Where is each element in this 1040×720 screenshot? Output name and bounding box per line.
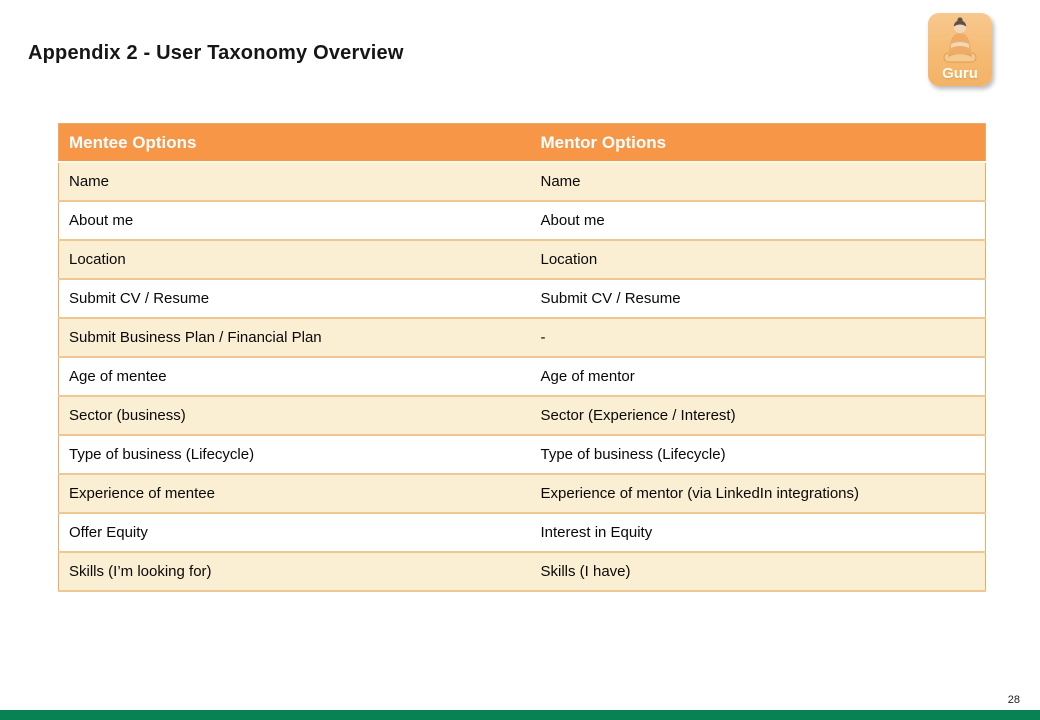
cell-mentor: Name — [531, 162, 986, 201]
table-row — [59, 513, 986, 552]
table-row — [59, 396, 986, 435]
guru-meditating-icon — [940, 17, 980, 70]
cell-mentor: - — [531, 318, 986, 357]
cell-mentor: Location — [531, 240, 986, 279]
logo-label: Guru — [942, 65, 978, 82]
cell-mentee: Submit Business Plan / Financial Plan — [59, 318, 531, 357]
table-row — [59, 279, 986, 318]
cell-mentee: Submit CV / Resume — [59, 279, 531, 318]
cell-mentee: Location — [59, 240, 531, 279]
cell-mentee: Experience of mentee — [59, 474, 531, 513]
table-row — [59, 357, 986, 396]
cell-mentor: Sector (Experience / Interest) — [531, 396, 986, 435]
cell-mentee: Skills (I’m looking for) — [59, 552, 531, 591]
table-row — [59, 318, 986, 357]
cell-mentee: Sector (business) — [59, 396, 531, 435]
table-row — [59, 201, 986, 240]
table-header-row — [59, 124, 986, 163]
cell-mentor: Experience of mentor (via LinkedIn integrations) — [531, 474, 986, 513]
cell-mentor: Submit CV / Resume — [531, 279, 986, 318]
table-row — [59, 162, 986, 201]
table-row — [59, 552, 986, 591]
column-header-mentee-options: Mentee Options — [59, 124, 531, 163]
cell-mentor: About me — [531, 201, 986, 240]
guru-app-logo — [928, 13, 992, 86]
page-title: Appendix 2 - User Taxonomy Overview — [28, 42, 404, 64]
footer-accent-bar — [0, 710, 1040, 720]
cell-mentee: Name — [59, 162, 531, 201]
cell-mentee: Offer Equity — [59, 513, 531, 552]
table-row — [59, 474, 986, 513]
page-number: 28 — [1007, 694, 1020, 706]
cell-mentor: Age of mentor — [531, 357, 986, 396]
table-row — [59, 435, 986, 474]
table-row — [59, 240, 986, 279]
user-taxonomy-table — [58, 123, 986, 592]
cell-mentee: About me — [59, 201, 531, 240]
cell-mentee: Age of mentee — [59, 357, 531, 396]
cell-mentee: Type of business (Lifecycle) — [59, 435, 531, 474]
cell-mentor: Type of business (Lifecycle) — [531, 435, 986, 474]
cell-mentor: Skills (I have) — [531, 552, 986, 591]
column-header-mentor-options: Mentor Options — [531, 124, 986, 163]
cell-mentor: Interest in Equity — [531, 513, 986, 552]
